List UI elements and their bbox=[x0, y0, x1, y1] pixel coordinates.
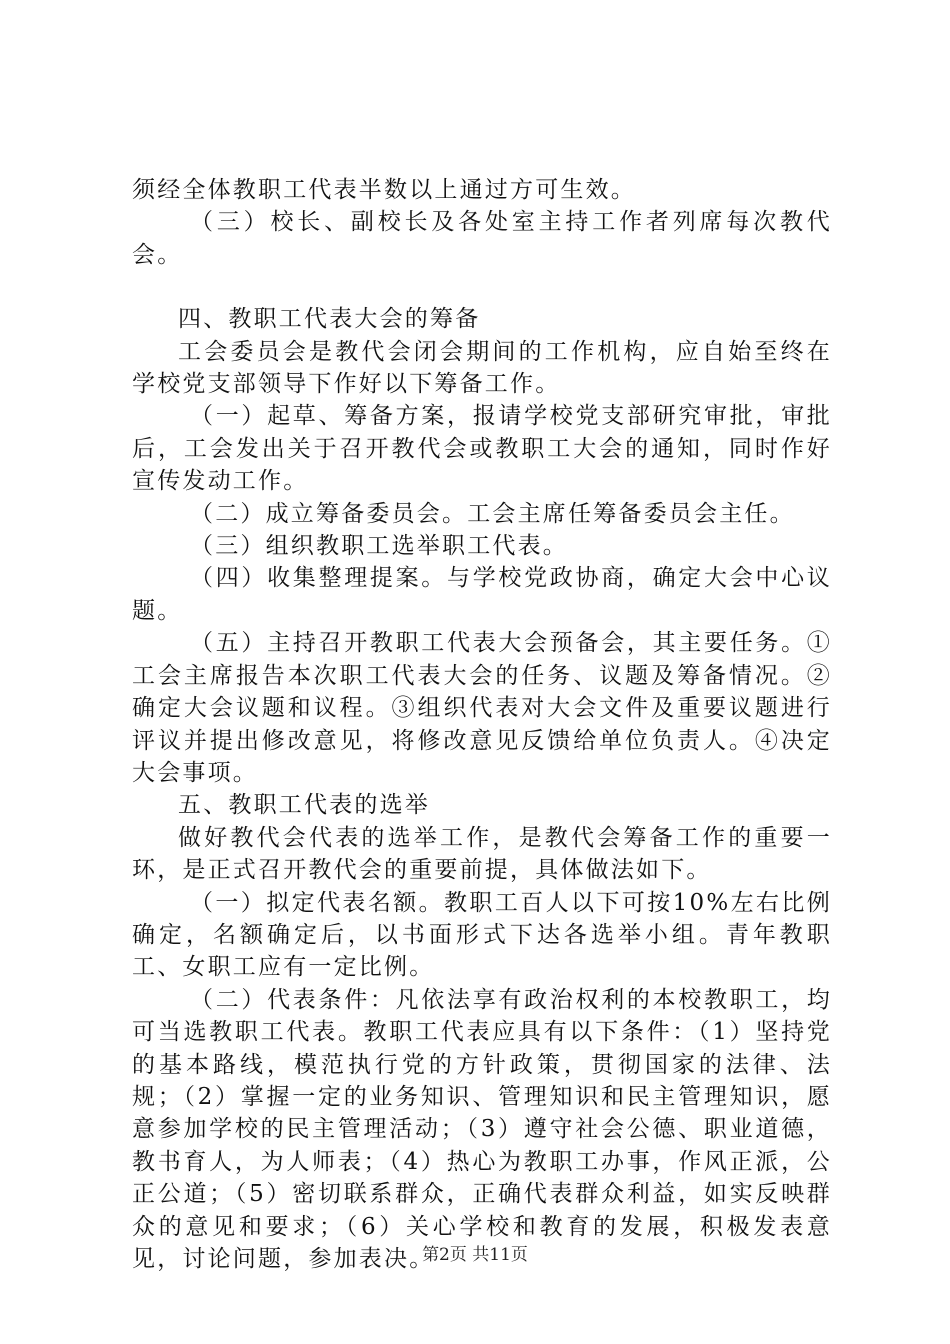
page-number: 第2页 共11页 bbox=[422, 1245, 528, 1265]
document-body bbox=[132, 174, 832, 1275]
paragraph-item-attendance: （三）校长、副校长及各处室主持工作者列席每次教代会。 bbox=[132, 209, 832, 268]
section-heading-preparation: 四、教职工代表大会的筹备 bbox=[178, 306, 481, 333]
paragraph-item-committee: （二）成立筹备委员会。工会主席任筹备委员会主任。 bbox=[190, 500, 795, 527]
paragraph-item-quota: （一）拟定代表名额。教职工百人以下可按10%左右比例确定，名额确定后，以书面形式下达各选举小组。青年教职工、女职工应有一定比例。 bbox=[132, 889, 832, 981]
paragraph-item-election: （三）组织教职工选举职工代表。 bbox=[190, 533, 568, 560]
paragraph-election-intro: 做好教代会代表的选举工作，是教代会筹备工作的重要一环，是正式召开教代会的重要前提，具体做法如下。 bbox=[132, 824, 832, 884]
paragraph-preparation-intro: 工会委员会是教代会闭会期间的工作机构，应自始至终在学校党支部领导下作好以下筹备工作。 bbox=[132, 338, 832, 398]
paragraph-item-draft-plan: （一）起草、筹备方案，报请学校党支部研究审批，审批后，工会发出关于召开教代会或教职工大会的通知，同时作好宣传发动工作。 bbox=[132, 403, 832, 495]
paragraph-item-conditions: （二）代表条件：凡依法享有政治权利的本校教职工，均可当选教职工代表。教职工代表应具有以下条件：（1）坚持党的基本路线，模范执行党的方针政策，贯彻国家的法律、法规；（2）掌握一定的业务知识、管理知识和民主管理知识，愿意参加学校的民主管理活动；（3）遵守社会公德、职业道德，教书育人，为人师表；（4）热心为教职工办事，作风正派，公正公道；（5）密切联系群众，正确代表群众利益，如实反映群众的意见和要求；（6）关心学校和教育的发展，积极发表意见，讨论问题，参加表决。 bbox=[132, 986, 832, 1272]
paragraph-gap bbox=[132, 271, 832, 303]
paragraph-item-proposals: （四）收集整理提案。与学校党政协商，确定大会中心议题。 bbox=[132, 565, 832, 624]
section-heading-election: 五、教职工代表的选举 bbox=[178, 792, 430, 819]
paragraph-item-preparatory-meeting: （五）主持召开教职工代表大会预备会，其主要任务。①工会主席报告本次职工代表大会的任务、议题及筹备情况。②确定大会议题和议程。③组织代表对大会文件及重要议题进行评议并提出修改意见，将修改意见反馈给单位负责人。④决定大会事项。 bbox=[132, 630, 832, 786]
paragraph-continuation: 须经全体教职工代表半数以上通过方可生效。 bbox=[132, 177, 636, 203]
